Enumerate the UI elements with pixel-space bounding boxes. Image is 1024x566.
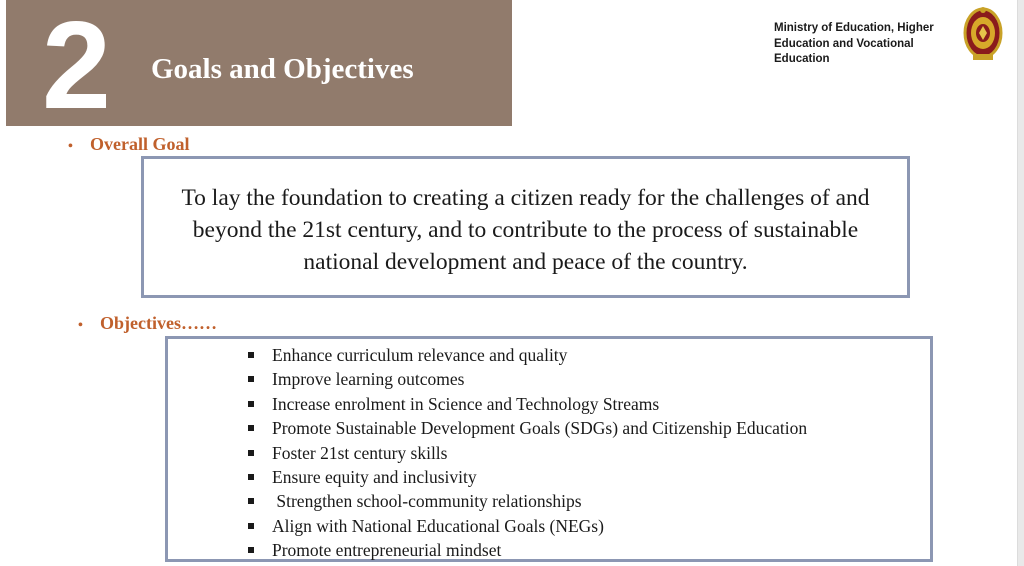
sri-lanka-emblem-icon [963, 6, 1003, 62]
objective-item: Improve learning outcomes [246, 367, 807, 391]
objective-item: Increase enrolment in Science and Technology Streams [246, 392, 807, 416]
objectives-box [165, 336, 933, 562]
square-bullet-icon [248, 523, 254, 529]
square-bullet-icon [248, 425, 254, 431]
ministry-name: Ministry of Education, Higher Education and Vocational Education [774, 22, 934, 65]
objectives-label: Objectives…… [100, 313, 217, 333]
square-bullet-icon [248, 474, 254, 480]
objective-item: Foster 21st century skills [246, 441, 807, 465]
objective-item: Ensure equity and inclusivity [246, 465, 807, 489]
overall-goal-text: To lay the foundation to creating a citizen ready for the challenges of and beyond the 21st century, and to contribute to the process of sustainable national development and peace of the country. [181, 185, 870, 275]
objectives-list [246, 343, 807, 563]
bullet-icon: • [78, 318, 83, 333]
objective-item: Promote Sustainable Development Goals (SDGs) and Citizenship Education [246, 416, 807, 440]
square-bullet-icon [248, 352, 254, 358]
page-edge [1017, 0, 1024, 566]
objective-item: Enhance curriculum relevance and quality [246, 343, 807, 367]
overall-goal-label: Overall Goal [90, 134, 190, 154]
slide-title: Goals and Objectives [151, 53, 414, 85]
square-bullet-icon [248, 401, 254, 407]
title-banner [6, 0, 512, 135]
objective-item: Strengthen school-community relationships [246, 489, 807, 513]
square-bullet-icon [248, 376, 254, 382]
objective-item: Promote entrepreneurial mindset [246, 538, 807, 562]
section-number: 2 [42, 0, 111, 135]
overall-goal-box [141, 156, 910, 298]
bullet-icon: • [68, 139, 73, 154]
square-bullet-icon [248, 498, 254, 504]
objective-item: Align with National Educational Goals (NEGs) [246, 514, 807, 538]
square-bullet-icon [248, 450, 254, 456]
objectives-heading [78, 313, 217, 334]
square-bullet-icon [248, 547, 254, 553]
overall-goal-heading [68, 134, 189, 155]
